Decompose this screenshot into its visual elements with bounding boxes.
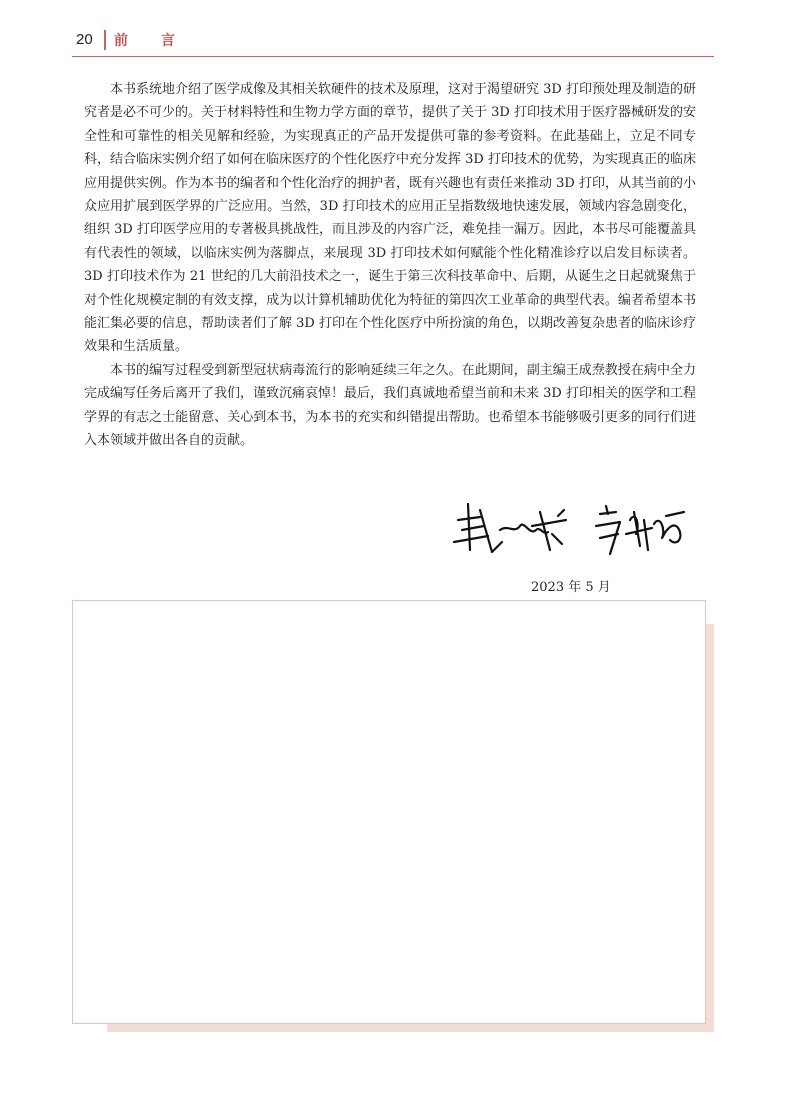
signature-stroke bbox=[596, 506, 620, 554]
decorative-frame bbox=[72, 600, 706, 1024]
section-title: 前 言 bbox=[114, 33, 189, 49]
paragraph-1: 本书系统地介绍了医学成像及其相关软硬件的技术及原理，这对于渴望研究 3D 打印预处理及制造的研究者是必不可少的。关于材料特性和生物力学方面的章节，提供了关于 3D 打印技术用于医疗器械研发的安全性和可靠性的相关见解和经验，为实现真正的产品开发提供可靠的参考资料。在此基础上，立足不同专科，结合临床实例介绍了如何在临床医疗的个性化医疗中充分发挥 3D 打印技术的优势，为实现真正的临床应用提供实例。作为本书的编者和个性化治疗的拥护者，既有兴趣也有责任来推动 3D 打印，从其当前的小众应用扩展到医学界的广泛应用。当然，3D 打印技术的应用正呈指数级地快速发展，领域内容急剧变化，组织 3D 打印医学应用的专著极具挑战性，而且涉及的内容广泛，难免挂一漏万。因此，本书尽可能覆盖具有代表性的领域，以临床实例为落脚点，来展现 3D 打印技术如何赋能个性化精准诊疗以启发目标读者。3D 打印技术作为 21 世纪的几大前沿技术之一，诞生于第三次科技革命中、后期，从诞生之日起就聚焦于对个性化规模定制的有效支撑，成为以计算机辅助优化为特征的第四次工业革命的典型代表。编者希望本书能汇集必要的信息，帮助读者们了解 3D 打印在个性化医疗中所扮演的角色，以期改善复杂患者的临床诊疗效果和生活质量。 bbox=[84, 82, 696, 355]
header-divider bbox=[104, 30, 106, 50]
date: 2023 年 5 月 bbox=[531, 580, 611, 595]
handwritten-signature bbox=[440, 490, 700, 570]
paragraph-2: 本书的编写过程受到新型冠状病毒流行的影响延续三年之久。在此期间，副主编王成焘教授在病中全力完成编写任务后离开了我们，谨致沉痛哀悼！最后，我们真诚地希望当前和未来 3D 打印相关的医学和工程学界的有志之士能留意、关心到本书，为本书的充实和纠错提出帮助。也希望本书能够吸引更多的同行们进入本领域并做出各自的贡献。 bbox=[84, 362, 696, 449]
signature-stroke bbox=[454, 504, 502, 552]
signature-stroke bbox=[626, 512, 652, 550]
signature-stroke bbox=[654, 512, 684, 542]
signature-stroke bbox=[500, 525, 548, 533]
page-header bbox=[72, 30, 714, 57]
preface-body bbox=[84, 78, 696, 453]
page-number: 20 bbox=[76, 31, 93, 48]
